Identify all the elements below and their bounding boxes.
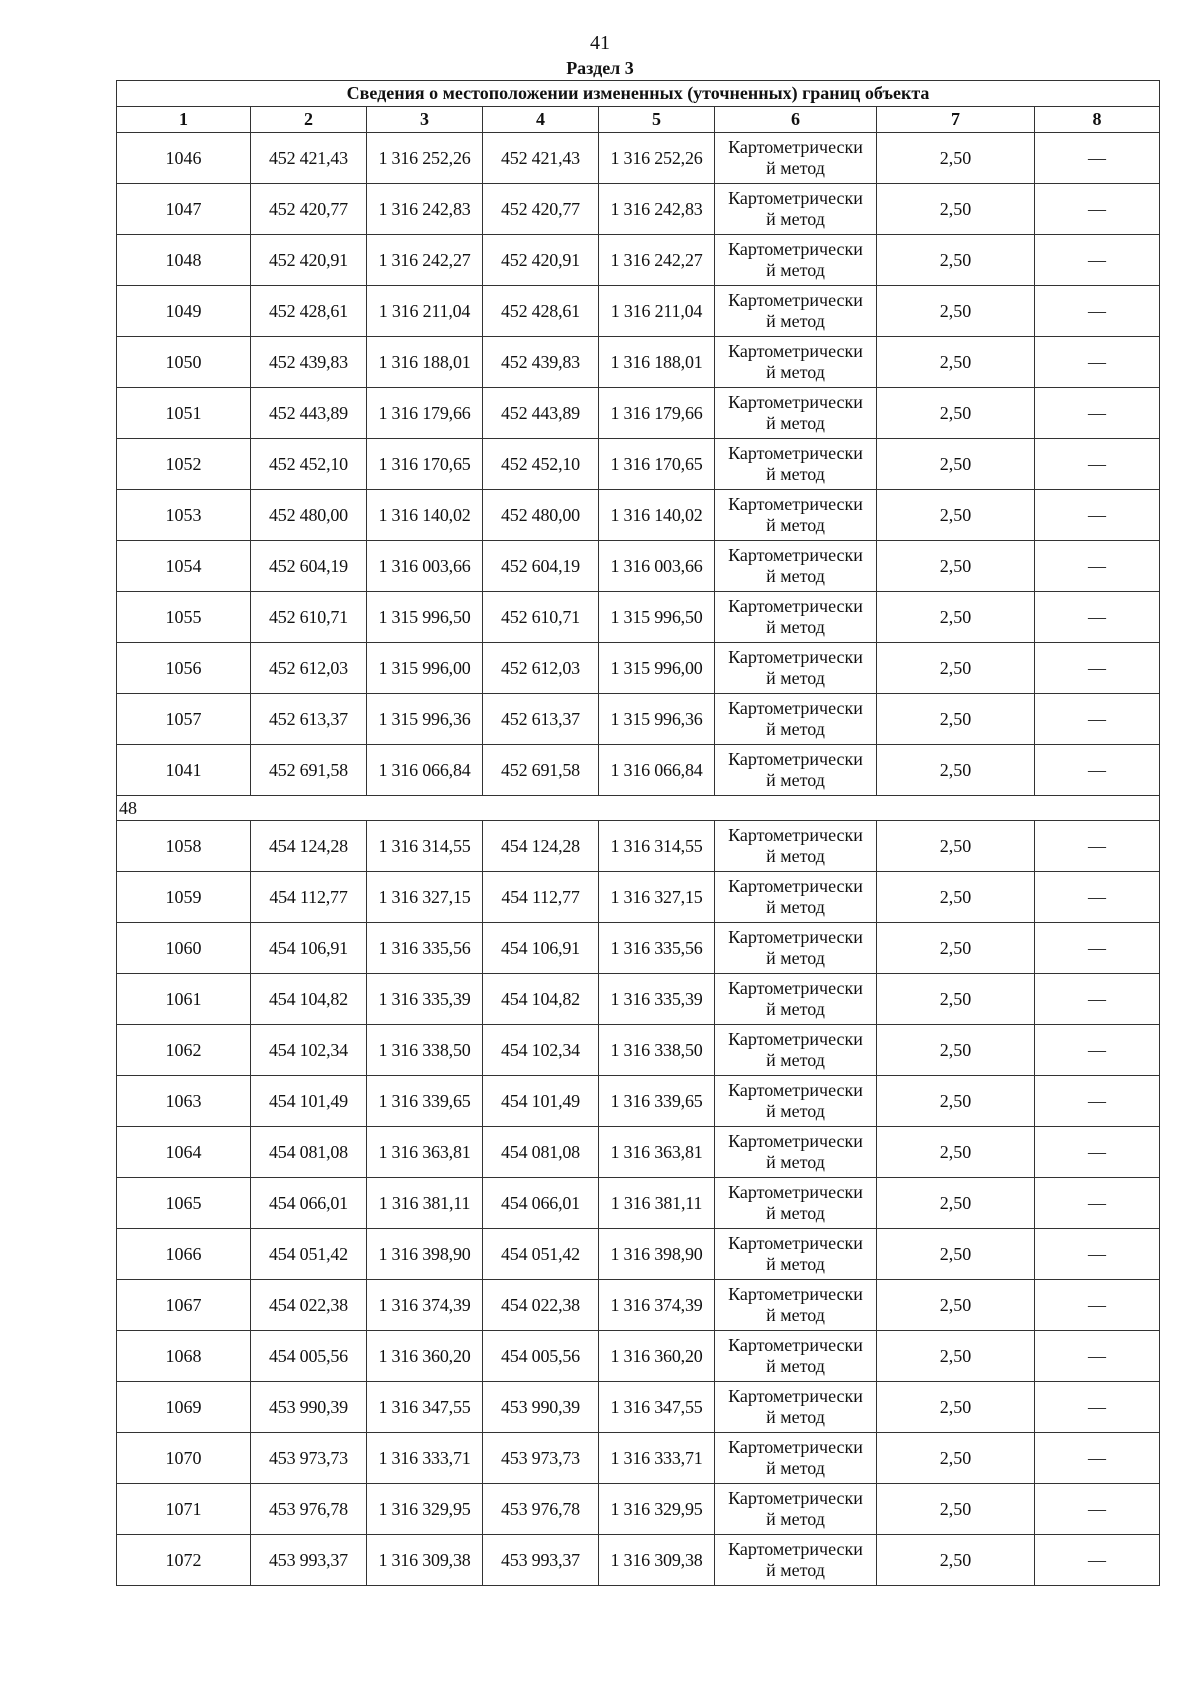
note-cell: — — [1035, 286, 1160, 337]
accuracy-cell: 2,50 — [877, 337, 1035, 388]
table-row — [117, 923, 1160, 974]
note-cell: — — [1035, 1178, 1160, 1229]
coord-x-new-cell: 454 005,56 — [483, 1331, 599, 1382]
point-number-cell: 1055 — [117, 592, 251, 643]
accuracy-cell: 2,50 — [877, 1382, 1035, 1433]
coord-y-cell: 1 316 170,65 — [367, 439, 483, 490]
coord-x-cell: 454 106,91 — [251, 923, 367, 974]
coord-y-cell: 1 316 363,81 — [367, 1127, 483, 1178]
coord-x-cell: 453 976,78 — [251, 1484, 367, 1535]
coord-x-cell: 452 604,19 — [251, 541, 367, 592]
accuracy-cell: 2,50 — [877, 1535, 1035, 1586]
note-cell: — — [1035, 821, 1160, 872]
coord-y-new-cell: 1 316 314,55 — [599, 821, 715, 872]
coord-y-new-cell: 1 316 003,66 — [599, 541, 715, 592]
note-cell: — — [1035, 184, 1160, 235]
coord-x-new-cell: 452 420,77 — [483, 184, 599, 235]
coord-x-new-cell: 453 993,37 — [483, 1535, 599, 1586]
method-cell: Картометрически й метод — [715, 974, 877, 1025]
coord-x-cell: 454 066,01 — [251, 1178, 367, 1229]
coord-y-new-cell: 1 315 996,36 — [599, 694, 715, 745]
section-title: Раздел 3 — [566, 58, 634, 78]
coord-y-new-cell: 1 316 242,83 — [599, 184, 715, 235]
coord-y-new-cell: 1 316 066,84 — [599, 745, 715, 796]
coord-x-cell: 452 613,37 — [251, 694, 367, 745]
coord-x-new-cell: 452 452,10 — [483, 439, 599, 490]
accuracy-cell: 2,50 — [877, 1229, 1035, 1280]
point-number-cell: 1061 — [117, 974, 251, 1025]
accuracy-cell: 2,50 — [877, 1484, 1035, 1535]
coord-y-cell: 1 316 242,83 — [367, 184, 483, 235]
table-row — [117, 1433, 1160, 1484]
accuracy-cell: 2,50 — [877, 184, 1035, 235]
coord-x-cell: 452 428,61 — [251, 286, 367, 337]
note-cell: — — [1035, 388, 1160, 439]
coord-x-cell: 454 022,38 — [251, 1280, 367, 1331]
coord-x-cell: 452 610,71 — [251, 592, 367, 643]
coord-y-cell: 1 316 360,20 — [367, 1331, 483, 1382]
coord-y-new-cell: 1 316 335,39 — [599, 974, 715, 1025]
column-number: 4 — [483, 107, 599, 133]
point-number-cell: 1048 — [117, 235, 251, 286]
coord-y-cell: 1 316 333,71 — [367, 1433, 483, 1484]
coord-y-cell: 1 316 211,04 — [367, 286, 483, 337]
coord-x-new-cell: 454 112,77 — [483, 872, 599, 923]
point-number-cell: 1057 — [117, 694, 251, 745]
coord-y-new-cell: 1 316 170,65 — [599, 439, 715, 490]
accuracy-cell: 2,50 — [877, 1280, 1035, 1331]
point-number-cell: 1046 — [117, 133, 251, 184]
coord-x-new-cell: 454 051,42 — [483, 1229, 599, 1280]
coord-x-new-cell: 452 480,00 — [483, 490, 599, 541]
coord-x-new-cell: 452 613,37 — [483, 694, 599, 745]
coord-y-new-cell: 1 316 140,02 — [599, 490, 715, 541]
table-row — [117, 1025, 1160, 1076]
method-cell: Картометрически й метод — [715, 541, 877, 592]
coord-x-new-cell: 454 081,08 — [483, 1127, 599, 1178]
point-number-cell: 1050 — [117, 337, 251, 388]
note-cell: — — [1035, 1127, 1160, 1178]
note-cell: — — [1035, 872, 1160, 923]
method-cell: Картометрически й метод — [715, 439, 877, 490]
coord-y-new-cell: 1 316 338,50 — [599, 1025, 715, 1076]
coord-x-new-cell: 454 066,01 — [483, 1178, 599, 1229]
column-number-row — [117, 107, 1160, 133]
note-cell: — — [1035, 235, 1160, 286]
accuracy-cell: 2,50 — [877, 1433, 1035, 1484]
coord-x-new-cell: 454 104,82 — [483, 974, 599, 1025]
coord-y-cell: 1 316 252,26 — [367, 133, 483, 184]
coord-y-cell: 1 316 329,95 — [367, 1484, 483, 1535]
coord-x-cell: 454 112,77 — [251, 872, 367, 923]
accuracy-cell: 2,50 — [877, 235, 1035, 286]
column-number: 3 — [367, 107, 483, 133]
note-cell: — — [1035, 1025, 1160, 1076]
table-row — [117, 541, 1160, 592]
coord-y-cell: 1 316 179,66 — [367, 388, 483, 439]
coord-y-new-cell: 1 316 327,15 — [599, 872, 715, 923]
coord-y-new-cell: 1 316 252,26 — [599, 133, 715, 184]
point-number-cell: 1063 — [117, 1076, 251, 1127]
accuracy-cell: 2,50 — [877, 1076, 1035, 1127]
coord-y-cell: 1 316 374,39 — [367, 1280, 483, 1331]
table-body — [117, 133, 1160, 1586]
coord-y-new-cell: 1 316 333,71 — [599, 1433, 715, 1484]
method-cell: Картометрически й метод — [715, 1484, 877, 1535]
point-number-cell: 1071 — [117, 1484, 251, 1535]
coord-x-cell: 452 421,43 — [251, 133, 367, 184]
coord-y-cell: 1 316 347,55 — [367, 1382, 483, 1433]
coord-x-cell: 452 420,77 — [251, 184, 367, 235]
table-row — [117, 337, 1160, 388]
method-cell: Картометрически й метод — [715, 1382, 877, 1433]
accuracy-cell: 2,50 — [877, 694, 1035, 745]
coord-x-cell: 452 443,89 — [251, 388, 367, 439]
method-cell: Картометрически й метод — [715, 694, 877, 745]
note-cell: — — [1035, 1280, 1160, 1331]
point-number-cell: 1067 — [117, 1280, 251, 1331]
coord-y-cell: 1 316 327,15 — [367, 872, 483, 923]
coord-y-new-cell: 1 316 309,38 — [599, 1535, 715, 1586]
table-row — [117, 1331, 1160, 1382]
coord-y-new-cell: 1 316 211,04 — [599, 286, 715, 337]
coord-y-new-cell: 1 316 363,81 — [599, 1127, 715, 1178]
accuracy-cell: 2,50 — [877, 923, 1035, 974]
coord-y-new-cell: 1 316 374,39 — [599, 1280, 715, 1331]
coord-x-cell: 452 439,83 — [251, 337, 367, 388]
table-row — [117, 286, 1160, 337]
note-cell: — — [1035, 490, 1160, 541]
coord-x-new-cell: 454 101,49 — [483, 1076, 599, 1127]
column-number: 2 — [251, 107, 367, 133]
accuracy-cell: 2,50 — [877, 1178, 1035, 1229]
coord-y-new-cell: 1 316 398,90 — [599, 1229, 715, 1280]
table-row — [117, 1535, 1160, 1586]
accuracy-cell: 2,50 — [877, 541, 1035, 592]
table-row — [117, 1382, 1160, 1433]
accuracy-cell: 2,50 — [877, 1127, 1035, 1178]
coord-x-cell: 452 612,03 — [251, 643, 367, 694]
coord-y-cell: 1 316 188,01 — [367, 337, 483, 388]
coord-y-cell: 1 316 381,11 — [367, 1178, 483, 1229]
point-number-cell: 1047 — [117, 184, 251, 235]
method-cell: Картометрически й метод — [715, 1280, 877, 1331]
coord-y-cell: 1 316 335,56 — [367, 923, 483, 974]
point-number-cell: 1066 — [117, 1229, 251, 1280]
accuracy-cell: 2,50 — [877, 133, 1035, 184]
accuracy-cell: 2,50 — [877, 745, 1035, 796]
column-number: 5 — [599, 107, 715, 133]
table-row — [117, 592, 1160, 643]
note-cell: — — [1035, 1382, 1160, 1433]
note-cell: — — [1035, 643, 1160, 694]
point-number-cell: 1072 — [117, 1535, 251, 1586]
method-cell: Картометрически й метод — [715, 821, 877, 872]
note-cell: — — [1035, 592, 1160, 643]
coord-x-cell: 453 990,39 — [251, 1382, 367, 1433]
method-cell: Картометрически й метод — [715, 286, 877, 337]
coord-y-cell: 1 315 996,36 — [367, 694, 483, 745]
column-number: 8 — [1035, 107, 1160, 133]
column-number: 7 — [877, 107, 1035, 133]
table-row — [117, 974, 1160, 1025]
group-label: 48 — [117, 796, 1160, 821]
accuracy-cell: 2,50 — [877, 974, 1035, 1025]
coord-x-new-cell: 452 443,89 — [483, 388, 599, 439]
table-row — [117, 235, 1160, 286]
table-row — [117, 1484, 1160, 1535]
coord-y-cell: 1 315 996,50 — [367, 592, 483, 643]
coord-x-cell: 454 104,82 — [251, 974, 367, 1025]
coord-x-new-cell: 452 439,83 — [483, 337, 599, 388]
point-number-cell: 1051 — [117, 388, 251, 439]
method-cell: Картометрически й метод — [715, 1127, 877, 1178]
coord-y-new-cell: 1 316 360,20 — [599, 1331, 715, 1382]
method-cell: Картометрически й метод — [715, 1178, 877, 1229]
accuracy-cell: 2,50 — [877, 286, 1035, 337]
accuracy-cell: 2,50 — [877, 872, 1035, 923]
table-row — [117, 439, 1160, 490]
coord-x-new-cell: 452 612,03 — [483, 643, 599, 694]
coord-x-new-cell: 453 990,39 — [483, 1382, 599, 1433]
note-cell: — — [1035, 1433, 1160, 1484]
table-row — [117, 694, 1160, 745]
table-row — [117, 745, 1160, 796]
point-number-cell: 1053 — [117, 490, 251, 541]
point-number-cell: 1064 — [117, 1127, 251, 1178]
coord-x-new-cell: 454 106,91 — [483, 923, 599, 974]
method-cell: Картометрически й метод — [715, 1229, 877, 1280]
accuracy-cell: 2,50 — [877, 1025, 1035, 1076]
coord-x-new-cell: 454 124,28 — [483, 821, 599, 872]
coord-y-cell: 1 316 335,39 — [367, 974, 483, 1025]
coord-y-cell: 1 316 338,50 — [367, 1025, 483, 1076]
coord-y-new-cell: 1 316 329,95 — [599, 1484, 715, 1535]
table-row — [117, 821, 1160, 872]
coord-y-new-cell: 1 316 242,27 — [599, 235, 715, 286]
coord-y-new-cell: 1 316 335,56 — [599, 923, 715, 974]
point-number-cell: 1069 — [117, 1382, 251, 1433]
column-number: 1 — [117, 107, 251, 133]
method-cell: Картометрически й метод — [715, 1076, 877, 1127]
coord-y-cell: 1 316 339,65 — [367, 1076, 483, 1127]
method-cell: Картометрически й метод — [715, 1025, 877, 1076]
point-number-cell: 1062 — [117, 1025, 251, 1076]
coord-x-cell: 454 005,56 — [251, 1331, 367, 1382]
point-number-cell: 1068 — [117, 1331, 251, 1382]
accuracy-cell: 2,50 — [877, 643, 1035, 694]
note-cell: — — [1035, 541, 1160, 592]
method-cell: Картометрически й метод — [715, 745, 877, 796]
coord-x-new-cell: 452 691,58 — [483, 745, 599, 796]
method-cell: Картометрически й метод — [715, 923, 877, 974]
page-number: 41 — [590, 32, 610, 54]
method-cell: Картометрически й метод — [715, 872, 877, 923]
coord-x-new-cell: 454 022,38 — [483, 1280, 599, 1331]
coord-y-cell: 1 316 309,38 — [367, 1535, 483, 1586]
coord-x-cell: 452 452,10 — [251, 439, 367, 490]
accuracy-cell: 2,50 — [877, 592, 1035, 643]
table-row — [117, 1229, 1160, 1280]
note-cell: — — [1035, 974, 1160, 1025]
table-row — [117, 184, 1160, 235]
coord-x-cell: 454 051,42 — [251, 1229, 367, 1280]
coord-y-cell: 1 315 996,00 — [367, 643, 483, 694]
coord-x-cell: 453 973,73 — [251, 1433, 367, 1484]
coord-x-cell: 454 124,28 — [251, 821, 367, 872]
method-cell: Картометрически й метод — [715, 388, 877, 439]
method-cell: Картометрически й метод — [715, 1433, 877, 1484]
point-number-cell: 1060 — [117, 923, 251, 974]
point-number-cell: 1059 — [117, 872, 251, 923]
table-row — [117, 1127, 1160, 1178]
coord-y-new-cell: 1 316 347,55 — [599, 1382, 715, 1433]
note-cell: — — [1035, 1331, 1160, 1382]
coord-x-new-cell: 452 420,91 — [483, 235, 599, 286]
coord-x-new-cell: 454 102,34 — [483, 1025, 599, 1076]
accuracy-cell: 2,50 — [877, 490, 1035, 541]
method-cell: Картометрически й метод — [715, 184, 877, 235]
note-cell: — — [1035, 1535, 1160, 1586]
accuracy-cell: 2,50 — [877, 439, 1035, 490]
note-cell: — — [1035, 337, 1160, 388]
coord-x-cell: 452 420,91 — [251, 235, 367, 286]
column-number: 6 — [715, 107, 877, 133]
note-cell: — — [1035, 745, 1160, 796]
method-cell: Картометрически й метод — [715, 133, 877, 184]
table-row — [117, 1178, 1160, 1229]
point-number-cell: 1065 — [117, 1178, 251, 1229]
note-cell: — — [1035, 923, 1160, 974]
group-row — [117, 796, 1160, 821]
coord-y-cell: 1 316 242,27 — [367, 235, 483, 286]
table-caption: Сведения о местоположении измененных (уточненных) границ объекта — [117, 81, 1160, 107]
point-number-cell: 1054 — [117, 541, 251, 592]
point-number-cell: 1049 — [117, 286, 251, 337]
coord-y-cell: 1 316 140,02 — [367, 490, 483, 541]
note-cell: — — [1035, 1484, 1160, 1535]
coord-x-new-cell: 453 976,78 — [483, 1484, 599, 1535]
note-cell: — — [1035, 1076, 1160, 1127]
method-cell: Картометрически й метод — [715, 643, 877, 694]
table-row — [117, 1280, 1160, 1331]
method-cell: Картометрически й метод — [715, 592, 877, 643]
table-row — [117, 643, 1160, 694]
coord-x-new-cell: 452 428,61 — [483, 286, 599, 337]
point-number-cell: 1056 — [117, 643, 251, 694]
accuracy-cell: 2,50 — [877, 821, 1035, 872]
coord-x-cell: 452 691,58 — [251, 745, 367, 796]
table-row — [117, 490, 1160, 541]
coord-x-new-cell: 452 421,43 — [483, 133, 599, 184]
coord-x-cell: 454 081,08 — [251, 1127, 367, 1178]
note-cell: — — [1035, 439, 1160, 490]
coord-x-new-cell: 452 604,19 — [483, 541, 599, 592]
coord-y-new-cell: 1 316 188,01 — [599, 337, 715, 388]
method-cell: Картометрически й метод — [715, 490, 877, 541]
coord-x-cell: 453 993,37 — [251, 1535, 367, 1586]
table-row — [117, 872, 1160, 923]
coord-x-new-cell: 452 610,71 — [483, 592, 599, 643]
coord-y-cell: 1 316 066,84 — [367, 745, 483, 796]
coord-x-cell: 452 480,00 — [251, 490, 367, 541]
accuracy-cell: 2,50 — [877, 1331, 1035, 1382]
coord-y-new-cell: 1 316 381,11 — [599, 1178, 715, 1229]
boundary-coordinates-table — [116, 80, 1160, 1586]
table-row — [117, 1076, 1160, 1127]
table-row — [117, 388, 1160, 439]
coord-x-cell: 454 101,49 — [251, 1076, 367, 1127]
coord-x-new-cell: 453 973,73 — [483, 1433, 599, 1484]
coord-y-cell: 1 316 003,66 — [367, 541, 483, 592]
coord-y-new-cell: 1 315 996,00 — [599, 643, 715, 694]
point-number-cell: 1052 — [117, 439, 251, 490]
coord-y-new-cell: 1 316 339,65 — [599, 1076, 715, 1127]
table-row — [117, 133, 1160, 184]
coord-y-new-cell: 1 316 179,66 — [599, 388, 715, 439]
point-number-cell: 1058 — [117, 821, 251, 872]
method-cell: Картометрически й метод — [715, 1331, 877, 1382]
coord-y-cell: 1 316 398,90 — [367, 1229, 483, 1280]
note-cell: — — [1035, 694, 1160, 745]
coord-y-cell: 1 316 314,55 — [367, 821, 483, 872]
accuracy-cell: 2,50 — [877, 388, 1035, 439]
method-cell: Картометрически й метод — [715, 1535, 877, 1586]
point-number-cell: 1041 — [117, 745, 251, 796]
note-cell: — — [1035, 133, 1160, 184]
coord-x-cell: 454 102,34 — [251, 1025, 367, 1076]
method-cell: Картометрически й метод — [715, 235, 877, 286]
note-cell: — — [1035, 1229, 1160, 1280]
method-cell: Картометрически й метод — [715, 337, 877, 388]
point-number-cell: 1070 — [117, 1433, 251, 1484]
coord-y-new-cell: 1 315 996,50 — [599, 592, 715, 643]
